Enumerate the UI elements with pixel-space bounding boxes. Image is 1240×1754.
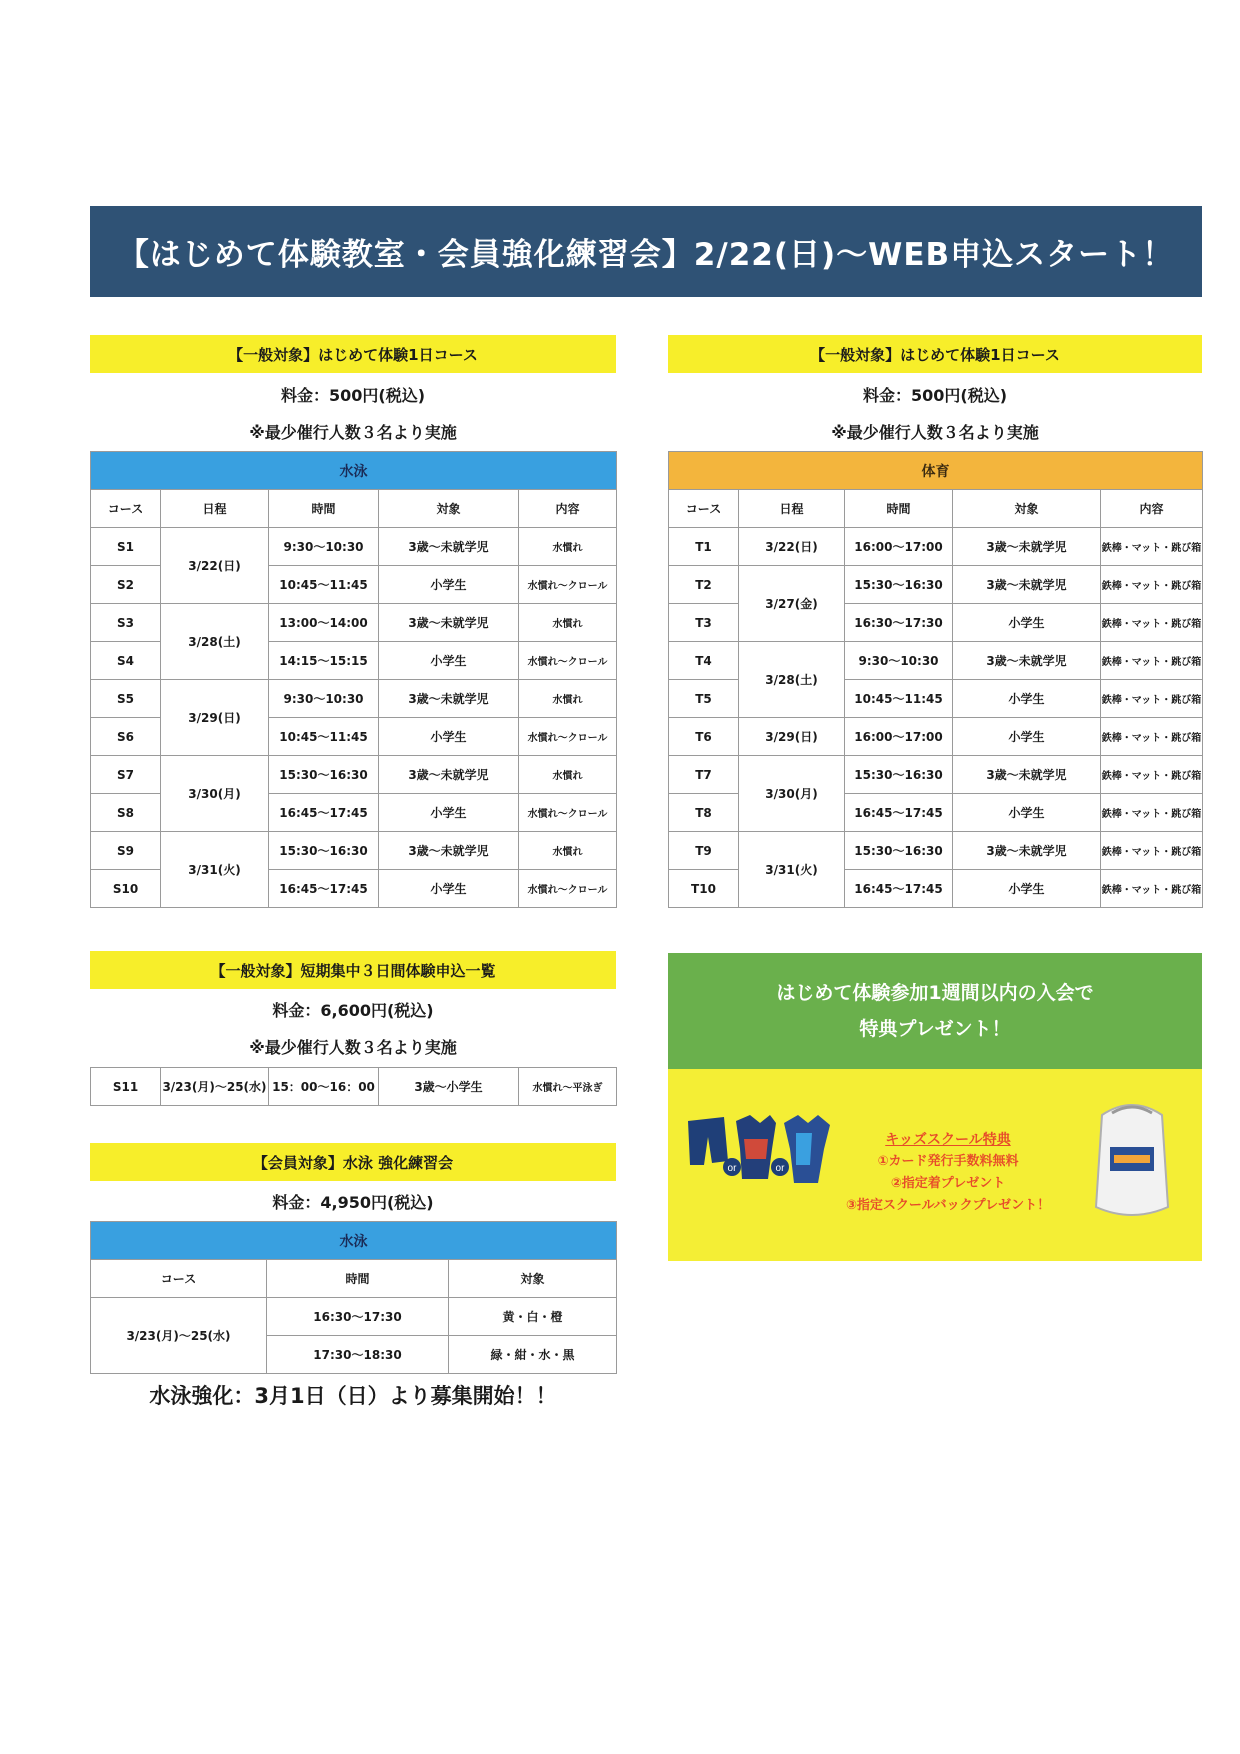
course-cell: S10 bbox=[91, 870, 161, 908]
time-cell: 15:30～16:30 bbox=[845, 566, 953, 604]
table-row bbox=[91, 756, 617, 794]
course-cell: S5 bbox=[91, 680, 161, 718]
target-cell: 小学生 bbox=[953, 718, 1101, 756]
uniform-illustration bbox=[684, 1109, 836, 1199]
target-cell: 3歳～未就学児 bbox=[379, 604, 519, 642]
date-cell: 3/30(月) bbox=[161, 756, 269, 832]
target-cell: 小学生 bbox=[953, 680, 1101, 718]
time-cell: 10:45～11:45 bbox=[845, 680, 953, 718]
time-cell: 16:00～17:00 bbox=[845, 718, 953, 756]
time-cell: 14:15～15:15 bbox=[269, 642, 379, 680]
date-cell: 3/23(月)～25(水) bbox=[161, 1068, 269, 1106]
course-cell: S4 bbox=[91, 642, 161, 680]
time-cell: 15:30～16:30 bbox=[269, 756, 379, 794]
target-cell: 3歳～未就学児 bbox=[379, 680, 519, 718]
date-cell: 3/31(火) bbox=[161, 832, 269, 908]
course-cell: T6 bbox=[669, 718, 739, 756]
table-row bbox=[669, 718, 1203, 756]
time-cell: 16:45～17:45 bbox=[269, 794, 379, 832]
time-cell: 9:30～10:30 bbox=[845, 642, 953, 680]
target-cell: 3歳～未就学児 bbox=[379, 756, 519, 794]
member-header: 【会員対象】水泳 強化練習会 bbox=[90, 1143, 616, 1181]
intensive-note: ※最少催行人数３名より実施 bbox=[249, 1038, 457, 1057]
course-cell: S11 bbox=[91, 1068, 161, 1106]
time-cell: 9:30～10:30 bbox=[269, 528, 379, 566]
gym-category: 体育 bbox=[669, 452, 1203, 490]
col-time: 時間 bbox=[267, 1260, 449, 1298]
swim-trial-fee: 料金：500円(税込) bbox=[280, 386, 426, 405]
uniform-a-icon bbox=[736, 1115, 776, 1179]
col-date: 日程 bbox=[161, 490, 269, 528]
promo-headline bbox=[668, 953, 1202, 1069]
date-cell: 3/29(日) bbox=[739, 718, 845, 756]
col-target: 対象 bbox=[449, 1260, 617, 1298]
target-cell: 3歳～小学生 bbox=[379, 1068, 519, 1106]
table-row bbox=[669, 756, 1203, 794]
content-cell: 鉄棒・マット・跳び箱 bbox=[1101, 566, 1203, 604]
date-cell: 3/29(日) bbox=[161, 680, 269, 756]
table-row bbox=[91, 832, 617, 870]
target-cell: 3歳～未就学児 bbox=[953, 756, 1101, 794]
promo-perks-area bbox=[668, 1069, 1202, 1261]
date-cell: 3/23(月)～25(水) bbox=[91, 1298, 267, 1374]
course-cell: T4 bbox=[669, 642, 739, 680]
content-cell: 鉄棒・マット・跳び箱 bbox=[1101, 604, 1203, 642]
swim-trial-note: ※最少催行人数３名より実施 bbox=[249, 423, 457, 442]
content-cell: 水慣れ bbox=[519, 756, 617, 794]
perk-title: キッズスクール特典 bbox=[885, 1132, 1011, 1148]
course-cell: S2 bbox=[91, 566, 161, 604]
col-course: コース bbox=[91, 490, 161, 528]
course-cell: S3 bbox=[91, 604, 161, 642]
intensive-fee: 料金：6,600円(税込) bbox=[272, 1001, 434, 1020]
content-cell: 水慣れ～クロール bbox=[519, 870, 617, 908]
course-cell: T1 bbox=[669, 528, 739, 566]
content-cell: 鉄棒・マット・跳び箱 bbox=[1101, 718, 1203, 756]
time-cell: 10:45～11:45 bbox=[269, 718, 379, 756]
date-cell: 3/28(土) bbox=[739, 642, 845, 718]
target-cell: 小学生 bbox=[379, 642, 519, 680]
time-cell: 16:45～17:45 bbox=[845, 794, 953, 832]
content-cell: 鉄棒・マット・跳び箱 bbox=[1101, 756, 1203, 794]
content-cell: 水慣れ～クロール bbox=[519, 794, 617, 832]
col-course: コース bbox=[91, 1260, 267, 1298]
time-cell: 16:45～17:45 bbox=[269, 870, 379, 908]
course-cell: S9 bbox=[91, 832, 161, 870]
gym-trial-note: ※最少催行人数３名より実施 bbox=[831, 423, 1039, 442]
content-cell: 水慣れ bbox=[519, 604, 617, 642]
gym-trial-table bbox=[668, 451, 1203, 908]
target-cell: 小学生 bbox=[379, 870, 519, 908]
promo-line1: はじめて体験参加1週間以内の入会で bbox=[776, 982, 1094, 1004]
content-cell: 水慣れ bbox=[519, 832, 617, 870]
table-row bbox=[91, 1068, 617, 1106]
target-cell: 小学生 bbox=[379, 718, 519, 756]
col-target: 対象 bbox=[953, 490, 1101, 528]
date-cell: 3/30(月) bbox=[739, 756, 845, 832]
course-cell: S1 bbox=[91, 528, 161, 566]
gym-trial-header: 【一般対象】はじめて体験1日コース bbox=[668, 335, 1202, 373]
target-cell: 3歳～未就学児 bbox=[379, 832, 519, 870]
course-cell: T7 bbox=[669, 756, 739, 794]
table-row bbox=[91, 604, 617, 642]
target-cell: 小学生 bbox=[953, 604, 1101, 642]
course-cell: T5 bbox=[669, 680, 739, 718]
time-cell: 17:30～18:30 bbox=[267, 1336, 449, 1374]
target-cell: 黄・白・橙 bbox=[449, 1298, 617, 1336]
content-cell: 水慣れ～平泳ぎ bbox=[519, 1068, 617, 1106]
content-cell: 鉄棒・マット・跳び箱 bbox=[1101, 832, 1203, 870]
content-cell: 鉄棒・マット・跳び箱 bbox=[1101, 642, 1203, 680]
time-cell: 10:45～11:45 bbox=[269, 566, 379, 604]
or-label-2: or bbox=[775, 1163, 785, 1174]
swim-category: 水泳 bbox=[91, 452, 617, 490]
date-cell: 3/31(火) bbox=[739, 832, 845, 908]
intensive-table bbox=[90, 1067, 617, 1106]
table-row bbox=[91, 1298, 617, 1336]
course-cell: S8 bbox=[91, 794, 161, 832]
course-cell: S7 bbox=[91, 756, 161, 794]
time-cell: 15:30～16:30 bbox=[269, 832, 379, 870]
time-cell: 13:00～14:00 bbox=[269, 604, 379, 642]
page-banner: 【はじめて体験教室・会員強化練習会】2/22(日)～WEB申込スタート！ bbox=[90, 206, 1202, 297]
swim-trial-header: 【一般対象】はじめて体験1日コース bbox=[90, 335, 616, 373]
content-cell: 水慣れ bbox=[519, 528, 617, 566]
table-row bbox=[669, 528, 1203, 566]
time-cell: 16:45～17:45 bbox=[845, 870, 953, 908]
course-cell: T10 bbox=[669, 870, 739, 908]
course-cell: S6 bbox=[91, 718, 161, 756]
promo-line2: 特典プレゼント！ bbox=[859, 1018, 1011, 1040]
target-cell: 3歳～未就学児 bbox=[953, 528, 1101, 566]
or-label-1: or bbox=[727, 1163, 737, 1174]
table-row bbox=[91, 528, 617, 566]
content-cell: 水慣れ～クロール bbox=[519, 566, 617, 604]
target-cell: 3歳～未就学児 bbox=[379, 528, 519, 566]
target-cell: 小学生 bbox=[379, 566, 519, 604]
table-row bbox=[669, 832, 1203, 870]
time-cell: 15:30～16:30 bbox=[845, 832, 953, 870]
perk-item: ①カード発行手数料無料 bbox=[877, 1154, 1019, 1169]
target-cell: 小学生 bbox=[953, 794, 1101, 832]
target-cell: 3歳～未就学児 bbox=[953, 566, 1101, 604]
date-cell: 3/27(金) bbox=[739, 566, 845, 642]
table-row bbox=[669, 642, 1203, 680]
member-table bbox=[90, 1221, 617, 1374]
shorts-icon bbox=[688, 1117, 728, 1165]
date-cell: 3/22(日) bbox=[161, 528, 269, 604]
time-cell: 16:30～17:30 bbox=[845, 604, 953, 642]
target-cell: 3歳～未就学児 bbox=[953, 832, 1101, 870]
member-footer: 水泳強化：3月1日（日）より募集開始！！ bbox=[149, 1384, 557, 1408]
course-cell: T3 bbox=[669, 604, 739, 642]
date-cell: 3/22(日) bbox=[739, 528, 845, 566]
course-cell: T9 bbox=[669, 832, 739, 870]
time-cell: 16:30～17:30 bbox=[267, 1298, 449, 1336]
col-content: 内容 bbox=[1101, 490, 1203, 528]
table-row bbox=[91, 680, 617, 718]
col-date: 日程 bbox=[739, 490, 845, 528]
target-cell: 3歳～未就学児 bbox=[953, 642, 1101, 680]
time-cell: 16:00～17:00 bbox=[845, 528, 953, 566]
col-time: 時間 bbox=[845, 490, 953, 528]
content-cell: 水慣れ bbox=[519, 680, 617, 718]
perk-item: ②指定着プレゼント bbox=[890, 1176, 1006, 1191]
content-cell: 水慣れ～クロール bbox=[519, 718, 617, 756]
col-content: 内容 bbox=[519, 490, 617, 528]
promo-box bbox=[668, 953, 1202, 1261]
table-row bbox=[669, 566, 1203, 604]
target-cell: 緑・紺・水・黒 bbox=[449, 1336, 617, 1374]
school-bag-icon bbox=[1082, 1095, 1182, 1225]
content-cell: 鉄棒・マット・跳び箱 bbox=[1101, 680, 1203, 718]
content-cell: 鉄棒・マット・跳び箱 bbox=[1101, 794, 1203, 832]
target-cell: 小学生 bbox=[379, 794, 519, 832]
swim-trial-table bbox=[90, 451, 617, 908]
course-cell: T8 bbox=[669, 794, 739, 832]
col-time: 時間 bbox=[269, 490, 379, 528]
date-cell: 3/28(土) bbox=[161, 604, 269, 680]
content-cell: 鉄棒・マット・跳び箱 bbox=[1101, 528, 1203, 566]
target-cell: 小学生 bbox=[953, 870, 1101, 908]
member-fee: 料金：4,950円(税込) bbox=[272, 1193, 434, 1212]
course-cell: T2 bbox=[669, 566, 739, 604]
time-cell: 15:30～16:30 bbox=[845, 756, 953, 794]
content-cell: 鉄棒・マット・跳び箱 bbox=[1101, 870, 1203, 908]
content-cell: 水慣れ～クロール bbox=[519, 642, 617, 680]
col-course: コース bbox=[669, 490, 739, 528]
gym-trial-fee: 料金：500円(税込) bbox=[862, 386, 1008, 405]
member-category: 水泳 bbox=[91, 1222, 617, 1260]
perk-list bbox=[818, 1129, 1078, 1217]
col-target: 対象 bbox=[379, 490, 519, 528]
perk-item: ③指定スクールバックプレゼント！ bbox=[845, 1198, 1051, 1213]
intensive-header: 【一般対象】短期集中３日間体験申込一覧 bbox=[90, 951, 616, 989]
time-cell: 9:30～10:30 bbox=[269, 680, 379, 718]
time-cell: 15：00～16：00 bbox=[269, 1068, 379, 1106]
